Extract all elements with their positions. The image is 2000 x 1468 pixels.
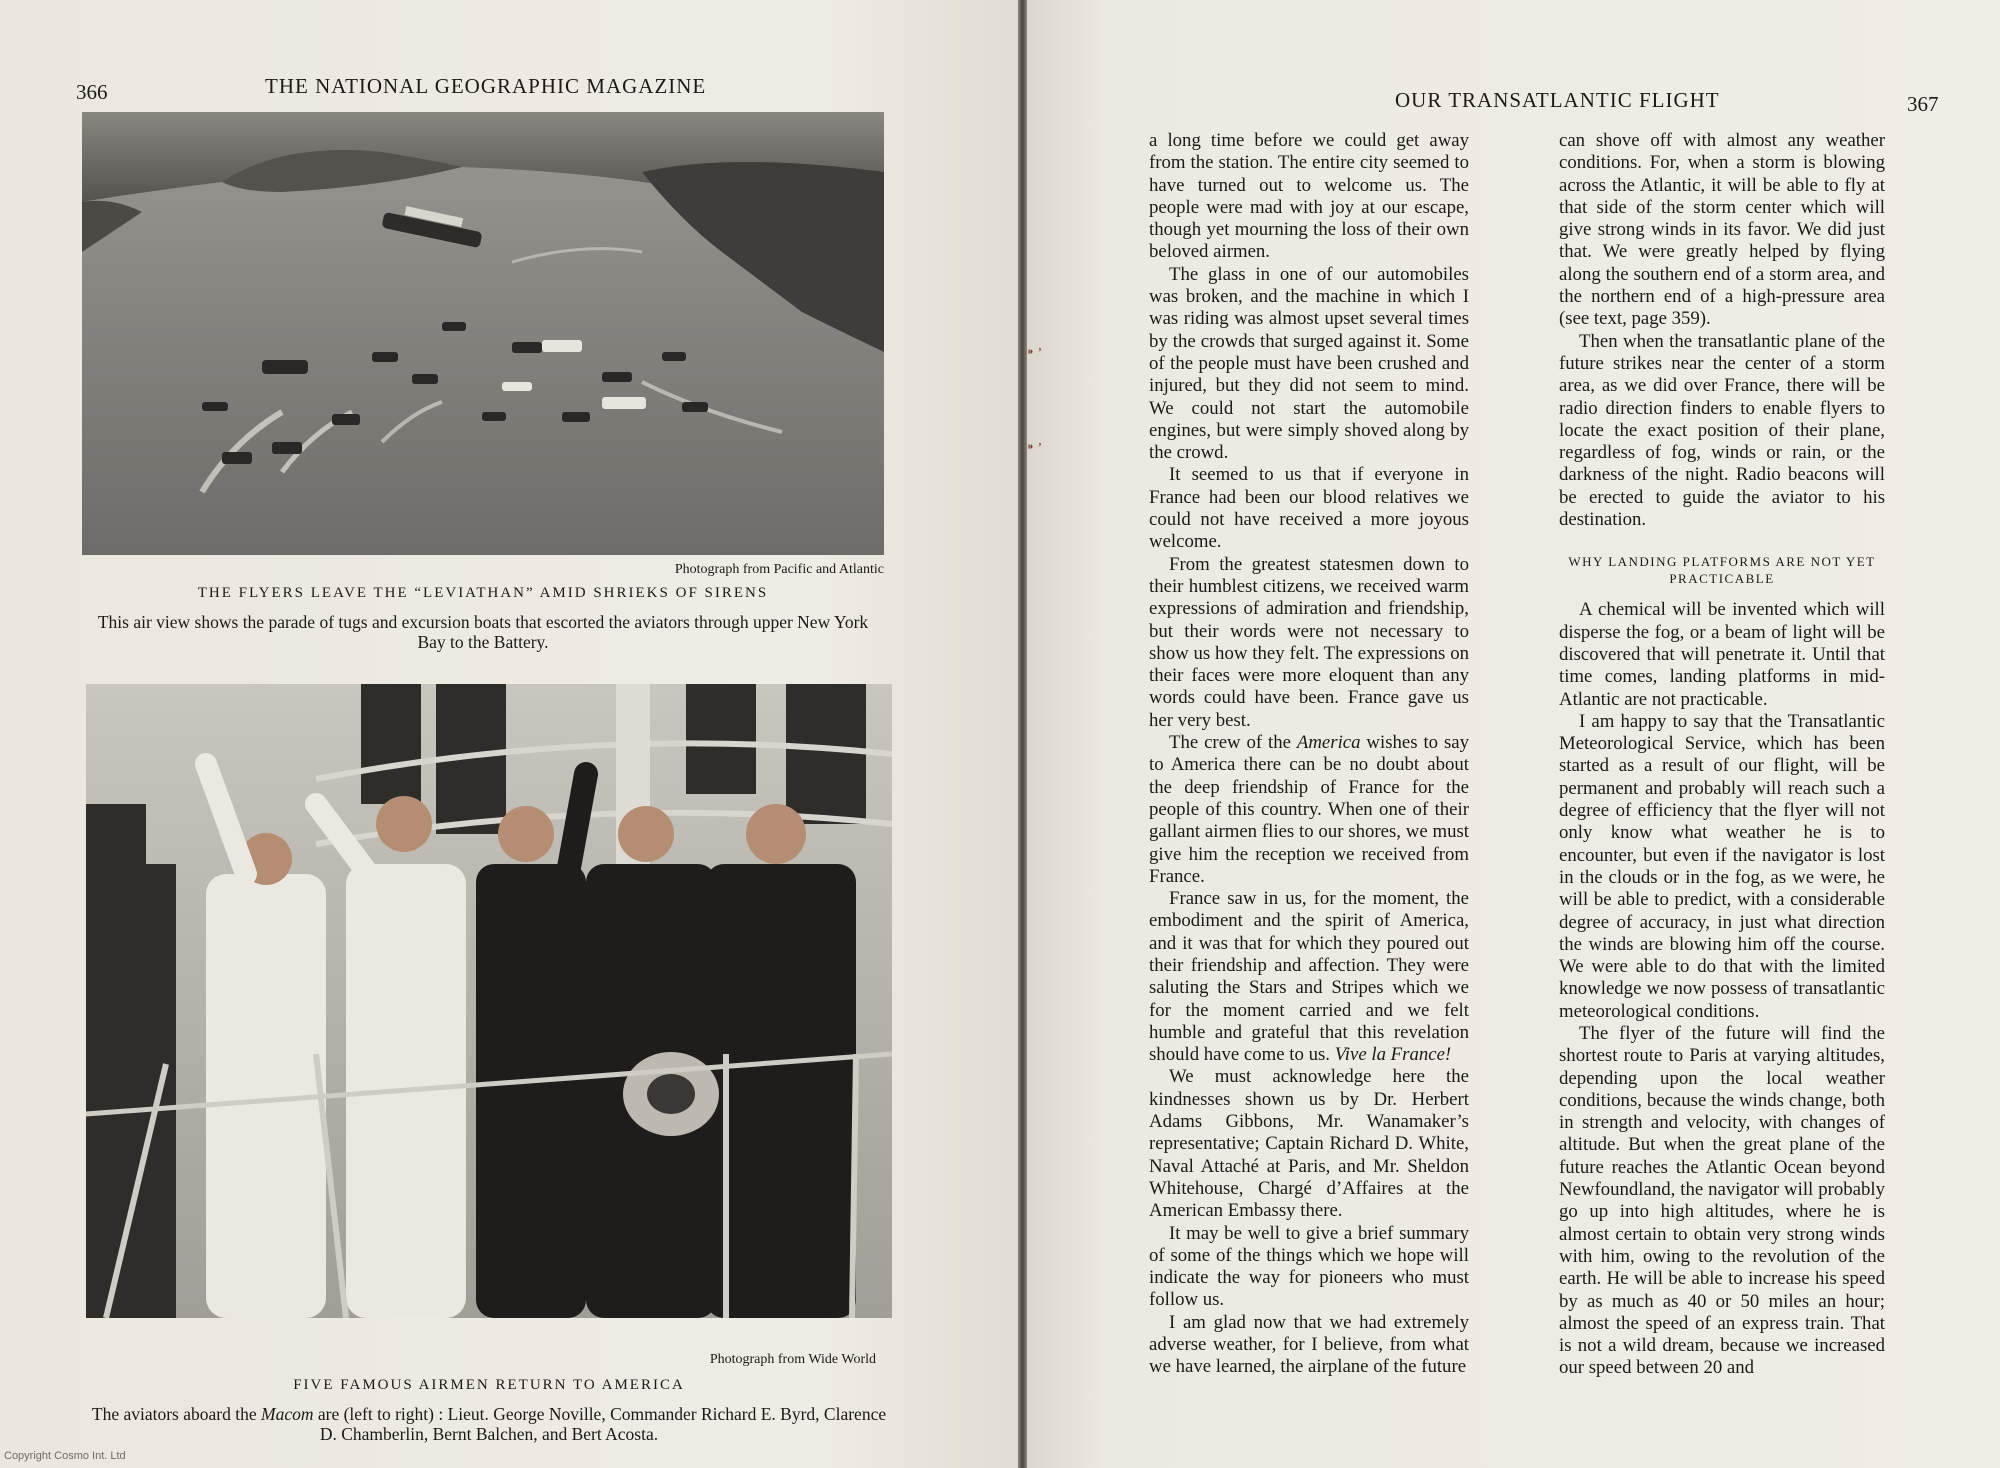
right-page [1027,0,2000,1468]
paragraph [1149,888,1469,1066]
paragraph: can shove off with almost any weather conditions. For, when a storm is blowing across the Atlantic, it will be able to fly at that side of the storm center which will give strong winds in its favor. We did just that. We were greatly helped by flying along the southern end of a storm area, and the northern end of a high-pressure area (see text, page 359). [1559,130,1885,330]
running-head-left: THE NATIONAL GEOGRAPHIC MAGAZINE [265,74,707,98]
photo2-caption-post: are (left to right) : Lieut. George Noville, Commander Richard E. Byrd, Clarence D. Chamberlin, Bernt Balchen, and Bert Acosta. [313,1404,887,1444]
text-run: France saw in us, for the moment, the embodiment and the spirit of America, and it was that for which they poured out their friendship and affection. They were saluting the Stars and Stripes which we for the moment carried and we felt humble and grateful that this revelation should have come to us. [1149,888,1469,1066]
photo-airmen-on-deck [86,684,892,1318]
paragraph: A chemical will be invented which will disperse the fog, or a beam of light will be discovered that will penetrate it. Until that time comes, landing platforms in mid-Atlantic are not practicable. [1559,599,1885,710]
text-run: The crew of the [1169,732,1297,754]
photo2-caption [86,1404,892,1444]
photo1-title: THE FLYERS LEAVE THE “LEVIATHAN” AMID SHRIEKS OF SIRENS [197,585,769,601]
photo2-caption-pre: The aviators aboard the [91,1404,261,1424]
running-head-right: OUR TRANSATLANTIC FLIGHT [1395,88,1720,112]
photo2-caption-ship: Macom [261,1404,314,1424]
page-number-right: 367 [1907,92,1939,116]
text-run: wishes to say to America there can be no doubt about the deep friendship of France for the people of this country. When one of their gallant airmen flies to our shores, we must give him the reception we received from France. [1149,732,1470,887]
text-column-1 [1149,130,1469,1379]
paragraph: I am happy to say that the Transatlantic Meteorological Service, which has been started as a result of our flight, will be permanent and probably will reach such a degree of efficiency that the flyer will not only know what weather he is to encounter, but even if the navigator is lost in the clouds or in the fog, as we were, he will be able to predict, with a considerable degree of accuracy, in just what direction the winds are blowing him off the course. We were able to do that with the limited knowledge we now possess of transatlantic meteorological conditions. [1559,710,1885,1022]
paragraph: The flyer of the future will find the shortest route to Paris at varying altitudes, depending upon the local weather conditions, because the winds change, both in strength and velocity, with changes of altitude. But when the great plane of the future reaches the Atlantic Ocean beyond Newfoundland, the navigator will probably go up into high altitudes, where he is almost certain to obtain very strong winds with him, owing to the revolution of the earth. He will be able to increase his speed by as much as 40 or 50 miles an hour; almost the speed of an express train. That is not a wild dream, because we increased our speed between 20 and [1559,1022,1885,1379]
harbor-illustration [82,112,884,555]
page-number-left: 366 [76,80,108,104]
section-heading: WHY LANDING PLATFORMS ARE NOT YET PRACTICABLE [1568,554,1876,587]
photo-harbor-aerial [82,112,884,555]
margin-mark: ⁍ ’ [1027,346,1043,361]
photo2-credit: Photograph from Wide World [709,1352,876,1367]
photo1-caption: This air view shows the parade of tugs and excursion boats that escorted the aviators through upper New York Bay to the Battery. [97,612,869,652]
paragraph [1149,732,1469,888]
paragraph: From the greatest statesmen down to their humblest citizens, we received warm expressions of admiration and friendship, but their words were not necessary to show us how they felt. The expressions on their faces were more eloquent than any words could have been. France gave us her very best. [1149,553,1469,731]
paragraph: Then when the transatlantic plane of the future strikes near the center of a storm area, as we did over France, there will be radio direction finders to enable flyers to locate the exact position of their plane, regardless of fog, winds or rain, or the darkness of the night. Radio beacons will be erected to guide the aviator to his destination. [1559,330,1885,531]
airmen-illustration [86,684,892,1318]
paragraph: The glass in one of our automobiles was broken, and the machine in which I was riding was almost upset several times by the crowds that surged against it. Some of the people must have been crushed and injured, but they did not seem to mind. We could not start the automobile engines, but were simply shoved along by the crowd. [1149,263,1469,464]
paragraph: a long time before we could get away from the station. The entire city seemed to have turned out to welcome us. The people were mad with joy at our escape, though yet mourning the loss of their own beloved airmen. [1149,130,1469,263]
photo1-credit: Photograph from Pacific and Atlantic [674,562,884,577]
photo2-title: FIVE FAMOUS AIRMEN RETURN TO AMERICA [293,1377,685,1393]
italic-phrase: Vive la France! [1334,1044,1452,1066]
ship-name: America [1296,732,1361,754]
paragraph: It seemed to us that if everyone in France had been our blood relatives we could not have received a more joyous welcome. [1149,464,1469,553]
margin-mark: ⁍ ’ [1027,441,1043,456]
paragraph: We must acknowledge here the kindnesses shown us by Dr. Herbert Adams Gibbons, Mr. Wanamaker’s representative; Captain Richard D. White, Naval Attaché at Paris, and Mr. Sheldon Whitehouse, Chargé d’Affaires at the American Embassy there. [1149,1066,1469,1222]
text-column-2 [1559,130,1885,1380]
book-gutter [1018,0,1027,1468]
paragraph: I am glad now that we had extremely adverse weather, for I believe, from what we have learned, the airplane of the future [1149,1311,1469,1378]
copyright-notice: Copyright Cosmo Int. Ltd [4,1450,126,1462]
paragraph: It may be well to give a brief summary of some of the things which we hope will indicate the way for pioneers who must follow us. [1149,1222,1469,1311]
